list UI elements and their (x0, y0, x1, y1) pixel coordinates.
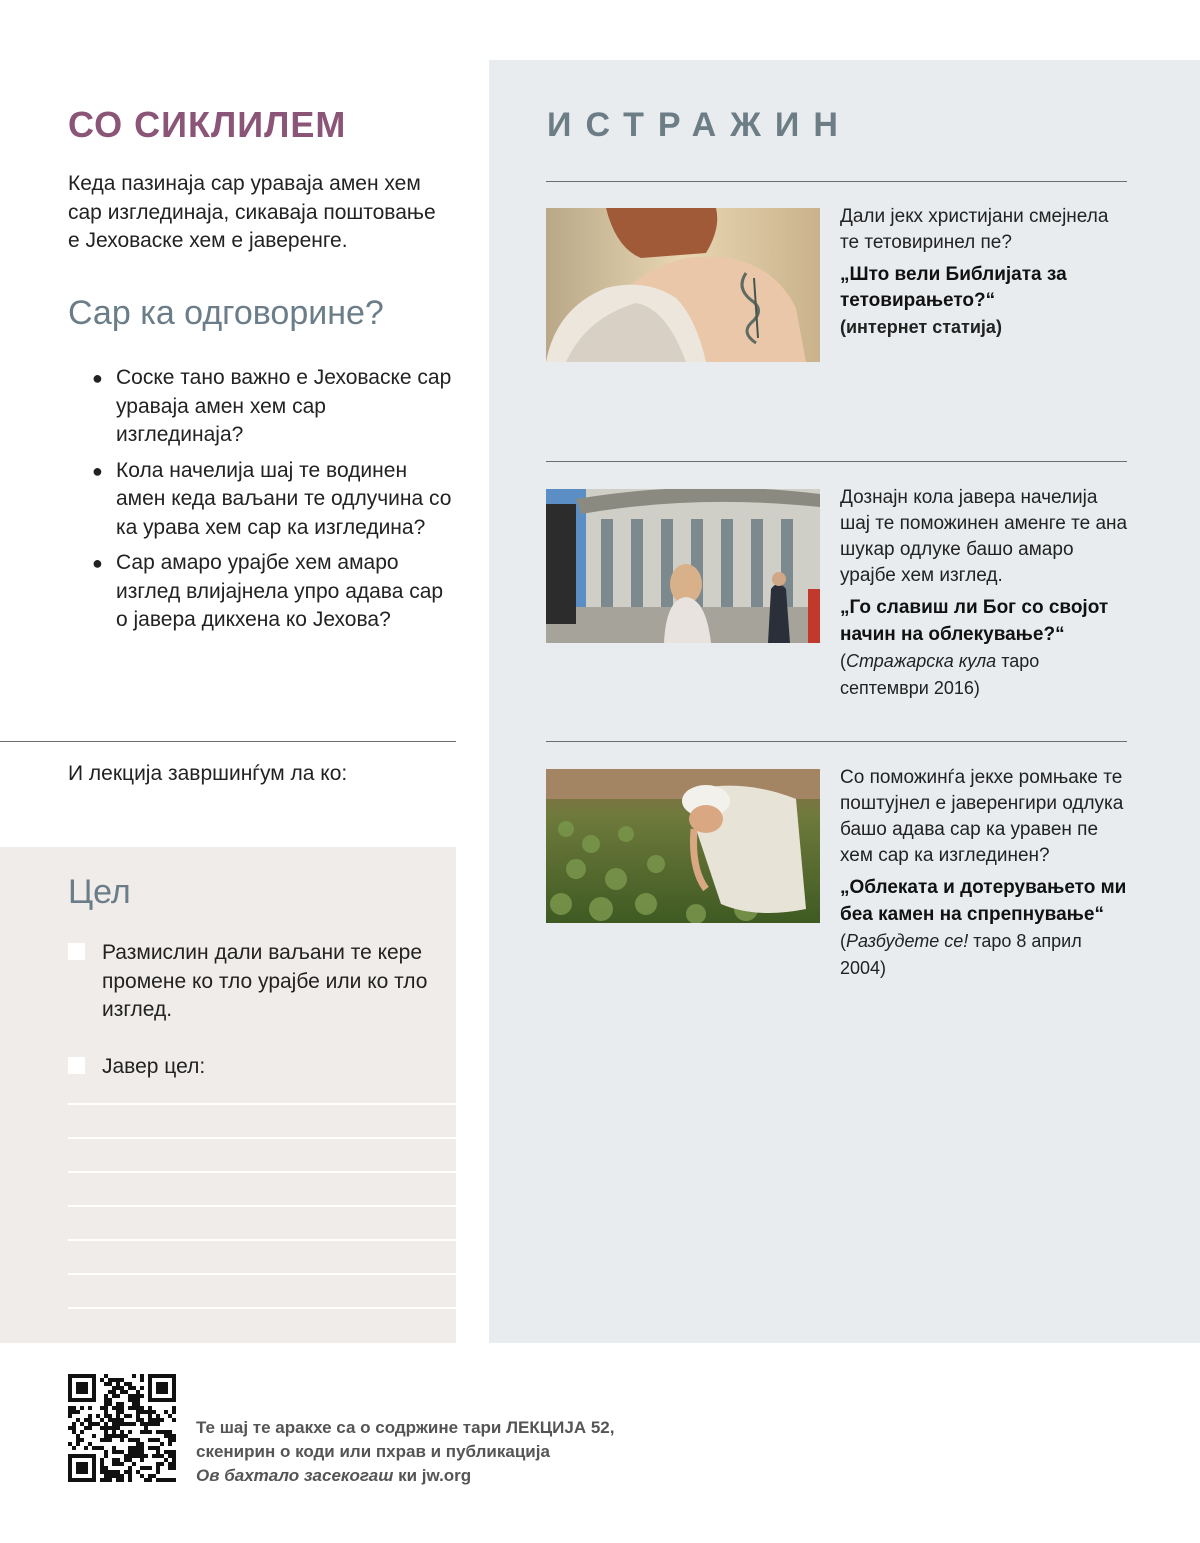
footer-line: Те шај те аракхе са о содржине тари ЛЕКЦИЈА 52, (196, 1418, 615, 1437)
question-text: Соске тано важно е Јеховаске сар уравaја амен хем сар изглединаја? (116, 366, 452, 446)
research-description: Дали јекх христијани смејнела те тетовиринел пе? (840, 206, 1109, 253)
footer-note (196, 1416, 614, 1488)
research-item (840, 485, 1130, 702)
question-text: Сар амаро урајбе хем амаро изглед влијајнела упро адава сар о јавера дикхена ко Јехова? (116, 551, 444, 631)
divider (546, 181, 1127, 182)
goal-item (68, 939, 438, 1025)
lesson-finished-label: И лекција завршинѓум ла ко: (68, 762, 348, 785)
questions-heading: Сар ка одговорине? (68, 294, 384, 332)
writing-line[interactable] (68, 1273, 456, 1275)
research-source: (Разбудете се! таро 8 април 2004) (840, 931, 1082, 978)
research-panel (489, 60, 1200, 1343)
research-heading: ИСТРАЖИН (547, 106, 852, 144)
question-item (92, 549, 456, 635)
research-description: Дознајн кола јавера начелија шај те поможинен аменге те ана шукар одлуке башо амаро урајбе хем изглед. (840, 487, 1128, 586)
research-description: Со поможинѓа јекхе ромњаке те поштујнел е јаверенгири одлука башо адава сар ка уравен пе хем сар ка изглединен? (840, 767, 1124, 866)
research-article-link[interactable]: „Што вели Библијата за тетовирањето?“ (интернет статија) (840, 264, 1067, 337)
question-item (92, 364, 456, 450)
goal-text: Размислин дали ваљани те кере промене ко тло урајбе или ко тло изглед. (102, 941, 428, 1021)
research-source: (Стражарска кула таро септември 2016) (840, 651, 1040, 698)
research-article-link[interactable]: „Го славиш ли Бог со својот начин на облекување?“ (Стражарска кула таро септември 2016) (840, 597, 1109, 698)
stadium-interview-photo (546, 489, 820, 643)
research-item (840, 765, 1130, 982)
goal-item (68, 1053, 438, 1082)
divider (546, 461, 1127, 462)
footer-line (196, 1464, 614, 1488)
bullet-icon: ● (92, 368, 103, 388)
bullet-icon: ● (92, 553, 103, 573)
summary-heading: СО СИКЛИЛЕМ (68, 104, 347, 145)
qr-code[interactable] (68, 1374, 176, 1482)
goal-heading: Цел (68, 873, 131, 911)
questions-list (92, 364, 456, 642)
research-source: (интернет статија) (840, 317, 1002, 337)
footer-line: скенирин о коди или пхрав и публикација (196, 1442, 550, 1461)
divider (0, 741, 456, 742)
goal-box (0, 847, 456, 1343)
divider (546, 741, 1127, 742)
writing-line[interactable] (68, 1239, 456, 1241)
left-column (0, 0, 456, 1343)
writing-line[interactable] (68, 1307, 456, 1309)
publication-title: Ов бахтало засекогаш (196, 1466, 394, 1485)
tattoo-photo (546, 208, 820, 362)
question-text: Кола начелија шај те водинен амен кеда ваљани те одлучина со ка урава хем сар ка изгледина? (116, 458, 452, 539)
writing-line[interactable] (68, 1137, 456, 1139)
research-item (840, 204, 1130, 341)
field-worker-photo (546, 769, 820, 923)
summary-text: Кеда пазинаја сар уравaја амен хем сар изглединаја, сикаваја поштовање е Јеховаске хем е јаверенге. (68, 172, 436, 252)
website-link[interactable]: ки jw.org (393, 1466, 472, 1485)
bullet-icon: ● (92, 460, 103, 481)
research-article-link[interactable]: „Облеката и дотерувањето ми беа камен на спрепнување“ (Разбудете се! таро 8 април 2004) (840, 877, 1127, 978)
writing-line[interactable] (68, 1171, 456, 1173)
goal-checkbox[interactable] (68, 943, 85, 960)
writing-line[interactable] (68, 1103, 456, 1105)
goal-checkbox[interactable] (68, 1057, 85, 1074)
question-item (92, 457, 456, 543)
writing-line[interactable] (68, 1205, 456, 1207)
goal-text: Јавер цел: (102, 1055, 206, 1078)
